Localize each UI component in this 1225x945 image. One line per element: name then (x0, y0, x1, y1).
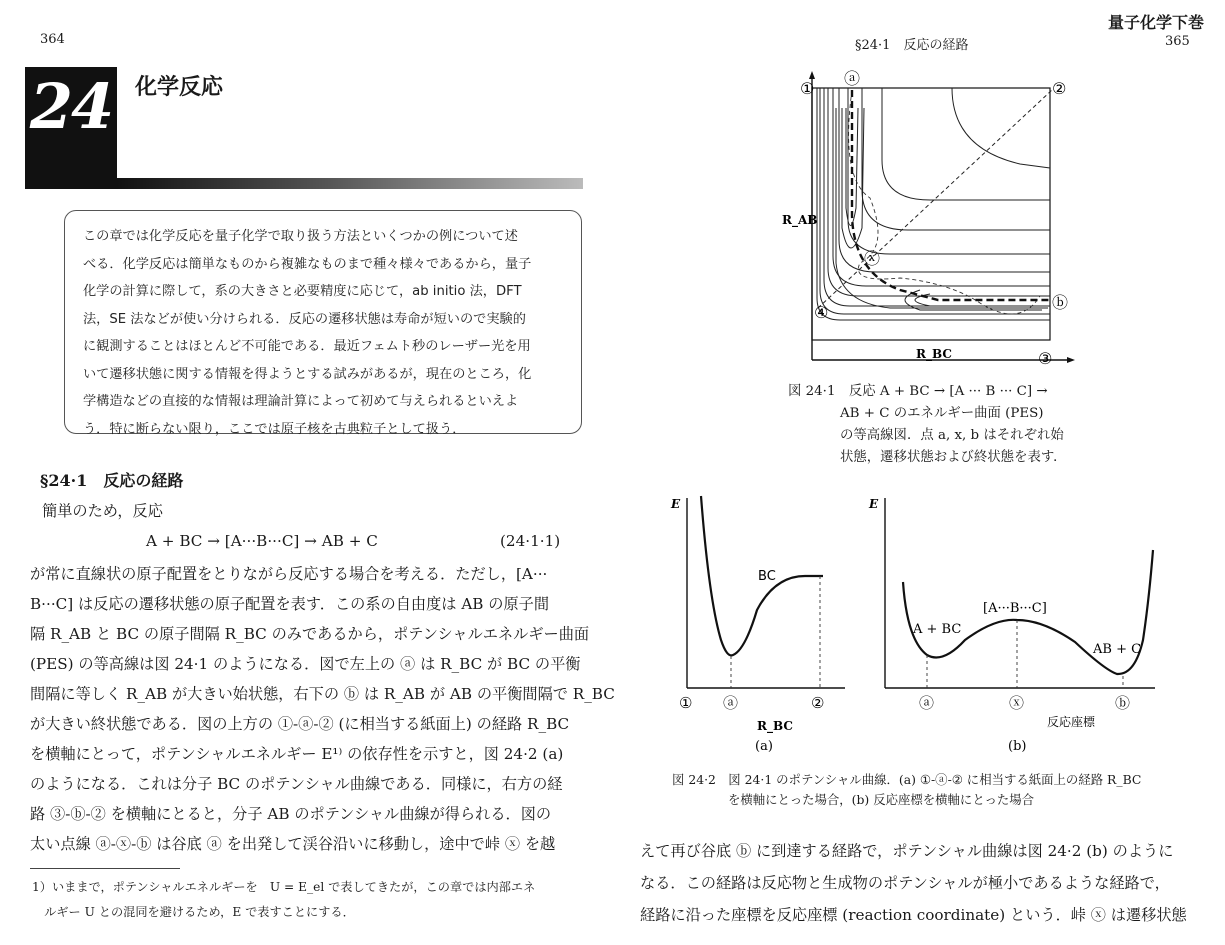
fig2a-tick: ① (679, 694, 693, 712)
body-line: (PES) の等高線は図 24·1 のようになる．図で左上の ⓐ は R_BC が BC の平衡 (30, 655, 581, 673)
abstract-line: 化学の計算に際して，系の大きさと必要精度に応じて，ab initio 法，DFT (83, 284, 522, 299)
body-line: のようになる．これは分子 BC のポテンシャル曲線である．同様に，右方の経 (30, 775, 563, 793)
abstract-line: 学構造などの直接的な情報は理論計算によって初めて与えられるといえよ (83, 394, 519, 409)
body-line: 太い点線 ⓐ-ⓧ-ⓑ は谷底 ⓐ を出発して渓谷沿いに移動し，途中で峠 ⓧ を越 (30, 835, 556, 853)
page-number-right: 365 (1165, 34, 1190, 49)
abstract-line: べる．化学反応は簡単なものから複雑なものまで種々様々であるから，量子 (83, 256, 532, 272)
fig2a-panel: (a) (755, 739, 773, 754)
abstract-line: う．特に断らない限り，ここでは原子核を古典粒子として扱う． (83, 421, 466, 437)
body-line: が大きい終状態である．図の上方の ①-ⓐ-② (に相当する紙面上) の経路 R_BC (30, 715, 570, 733)
label-point-b: ⓑ (1052, 293, 1069, 312)
figure-24-2a-bc-potential (665, 490, 850, 760)
fig2a-e-label: E (671, 497, 681, 511)
fig2-caption-line: 図 24·2 図 24·1 のポテンシャル曲線．(a) ①-ⓐ-② に相当する紙面上の経路 R_BC (672, 772, 1142, 787)
fig1-caption-line: の等高線図．点 a, x, b はそれぞれ始 (840, 428, 1064, 443)
body-line-right: 経路に沿った座標を反応座標 (reaction coordinate) という．峠 ⓧ は遷移状態 (640, 906, 1187, 924)
section-heading: §24·1 反応の経路 (40, 471, 184, 490)
body-line: 隔 R_AB と BC の原子間隔 R_BC のみであるから，ポテンシャルエネルギー曲面 (30, 625, 590, 643)
label-point-a: ⓐ (844, 69, 861, 88)
book-title: 量子化学下巻 (1108, 13, 1205, 32)
abstract-line: 法，SE 法などが使い分けられる．反応の遷移状態は寿命が短いので実験的 (83, 311, 526, 327)
fig1-caption-line: 状態，遷移状態および終状態を表す． (840, 450, 1067, 465)
figure-24-1-contour-plot (780, 68, 1080, 368)
label-point-x: ⓧ (864, 249, 881, 268)
fig2b-label-top: [A···B···C] (983, 601, 1047, 616)
label-point-2: ② (1052, 79, 1067, 98)
fig2b-label-left: A + BC (913, 622, 962, 637)
body-line: 間隔に等しく R_AB が大きい始状態，右下の ⓑ は R_AB が AB の平衡間隔で R_BC (30, 685, 615, 703)
label-point-3: ③ (1038, 349, 1053, 368)
equation-number: (24·1·1) (500, 532, 561, 550)
chapter-number: 24 (29, 70, 113, 143)
label-point-4: ④ (814, 303, 829, 322)
body-line: B···C] は反応の遷移状態の原子配置を表す．この系の自由度は AB の原子間 (30, 595, 550, 613)
chapter-gradient-bar (117, 178, 583, 189)
page-number-left: 364 (40, 32, 65, 47)
fig2a-curve-label: BC (758, 569, 776, 584)
chapter-abstract-box (64, 210, 582, 437)
body-line-right: えて再び谷底 ⓑ に到達する経路で，ポテンシャル曲線は図 24·2 (b) のように (640, 842, 1174, 860)
fig2b-panel: (b) (1008, 739, 1027, 754)
footnote-rule (30, 868, 180, 869)
fig2a-tick: ② (811, 694, 825, 712)
label-point-1: ① (800, 79, 815, 98)
footnote-line: 1）いままで，ポテンシャルエネルギーを U = E_el で表してきたが，この章では内部エネ (32, 880, 536, 894)
body-line: 路 ③-ⓑ-② を横軸にとると，分子 AB のポテンシャル曲線が得られる．図の (30, 805, 552, 823)
fig2b-tick: ⓐ (919, 694, 935, 712)
fig1-caption-line: 図 24·1 反応 A + BC → [A ··· B ··· C] → (788, 384, 1048, 399)
chapter-title: 化学反応 (135, 75, 224, 100)
intro-line: 簡単のため，反応 (42, 502, 163, 520)
abstract-line: この章では化学反応を量子化学で取り扱う方法といくつかの例について述 (83, 229, 518, 244)
fig2a-tick: ⓐ (723, 694, 739, 712)
equation: A + BC → [A···B···C] → AB + C (146, 532, 378, 550)
axis-label-rbc: R_BC (916, 347, 952, 361)
fig2b-tick: ⓑ (1115, 694, 1131, 712)
footnote-line: ルギー U との混同を避けるため，E で表すことにする． (32, 905, 355, 919)
figure-24-2b-reaction-coordinate (865, 490, 1165, 760)
fig2b-e-label: E (869, 497, 879, 511)
axis-label-rab: R_AB (782, 213, 818, 227)
fig2a-xlabel: R_BC (757, 719, 793, 733)
abstract-line: いて遷移状態に関する情報を得ようとする試みがあるが，現在のところ，化 (83, 366, 532, 382)
body-line: を横軸にとって，ポテンシャルエネルギー E¹⁾ の依存性を示すと，図 24·2 (a) (30, 745, 564, 763)
abstract-line: に観測することはほとんど不可能である．最近フェムト秒のレーザー光を用 (83, 339, 531, 354)
body-line-right: なる．この経路は反応物と生成物のポテンシャルが極小であるような経路で， (640, 874, 1170, 892)
body-line: が常に直線状の原子配置をとりながら反応する場合を考える．ただし，[A··· (30, 565, 548, 583)
fig1-caption-line: AB + C のエネルギー曲面 (PES) (840, 406, 1044, 421)
fig2b-tick: ⓧ (1009, 694, 1025, 712)
fig2b-label-right: AB + C (1093, 642, 1142, 657)
fig2b-xlabel: 反応座標 (1047, 715, 1096, 729)
running-head: §24·1 反応の経路 (855, 38, 969, 53)
fig2-caption-line: を横軸にとった場合，(b) 反応座標を横軸にとった場合 (728, 792, 1035, 807)
